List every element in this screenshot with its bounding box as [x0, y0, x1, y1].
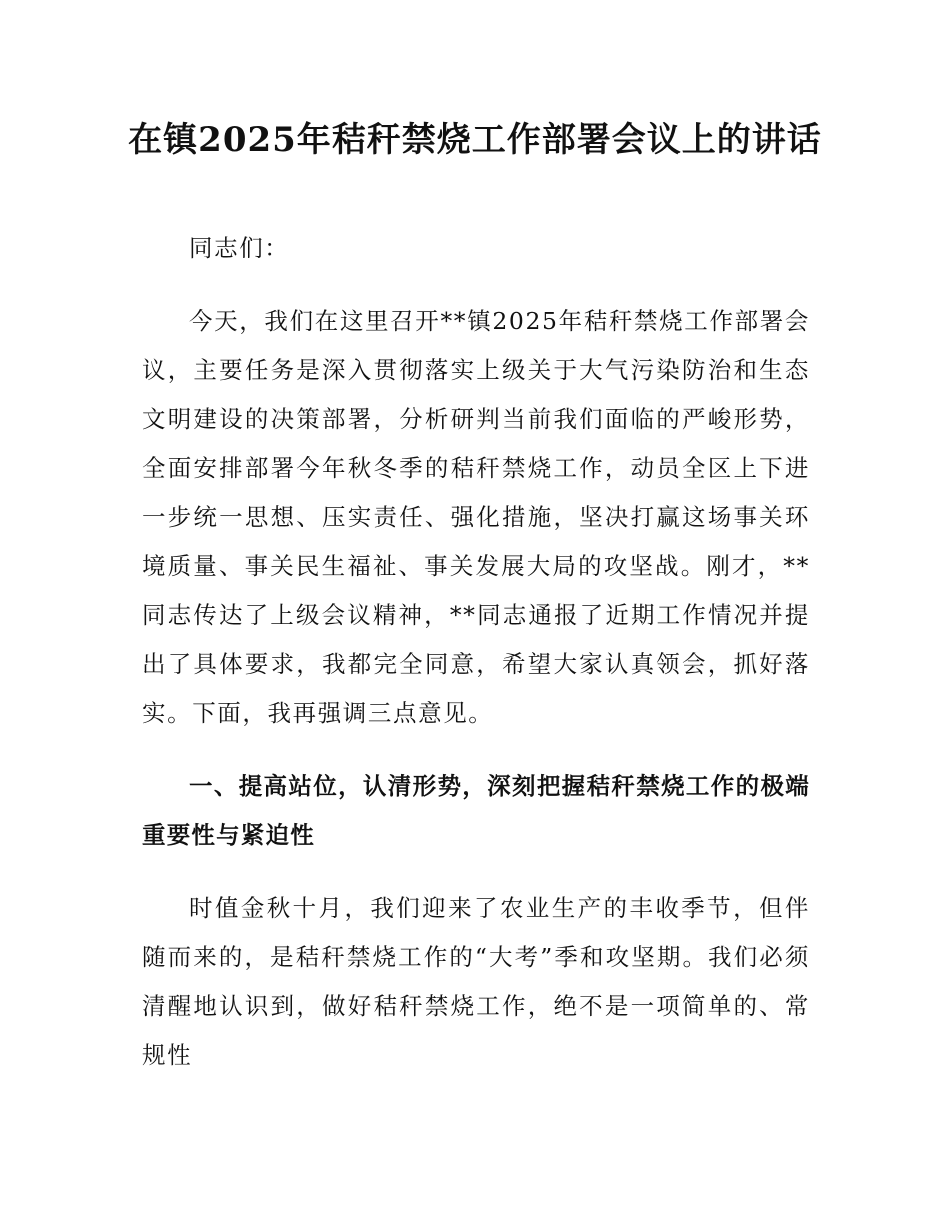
document-body	[142, 224, 810, 1080]
opening-paragraph: 今天，我们在这里召开**镇2025年秸秆禁烧工作部署会议，主要任务是深入贯彻落实上级关于大气污染防治和生态文明建设的决策部署，分析研判当前我们面临的严峻形势，全面安排部署今年秋冬季的秸秆禁烧工作，动员全区上下进一步统一思想、压实责任、强化措施，坚决打赢这场事关环境质量、事关民生福祉、事关发展大局的攻坚战。刚才，**同志传达了上级会议精神，**同志通报了近期工作情况并提出了具体要求，我都完全同意，希望大家认真领会，抓好落实。下面，我再强调三点意见。	[142, 307, 810, 727]
section-heading-1: 一、提高站位，认清形势，深刻把握秸秆禁烧工作的极端重要性与紧迫性	[142, 772, 810, 849]
document-title: 在镇2025年秸秆禁烧工作部署会议上的讲话	[128, 120, 822, 160]
section-1-paragraph: 时值金秋十月，我们迎来了农业生产的丰收季节，但伴随而来的，是秸秆禁烧工作的“大考”季和攻坚期。我们必须清醒地认识到，做好秸秆禁烧工作，绝不是一项简单的、常规性	[142, 894, 810, 1069]
salutation: 同志们：	[189, 234, 290, 262]
